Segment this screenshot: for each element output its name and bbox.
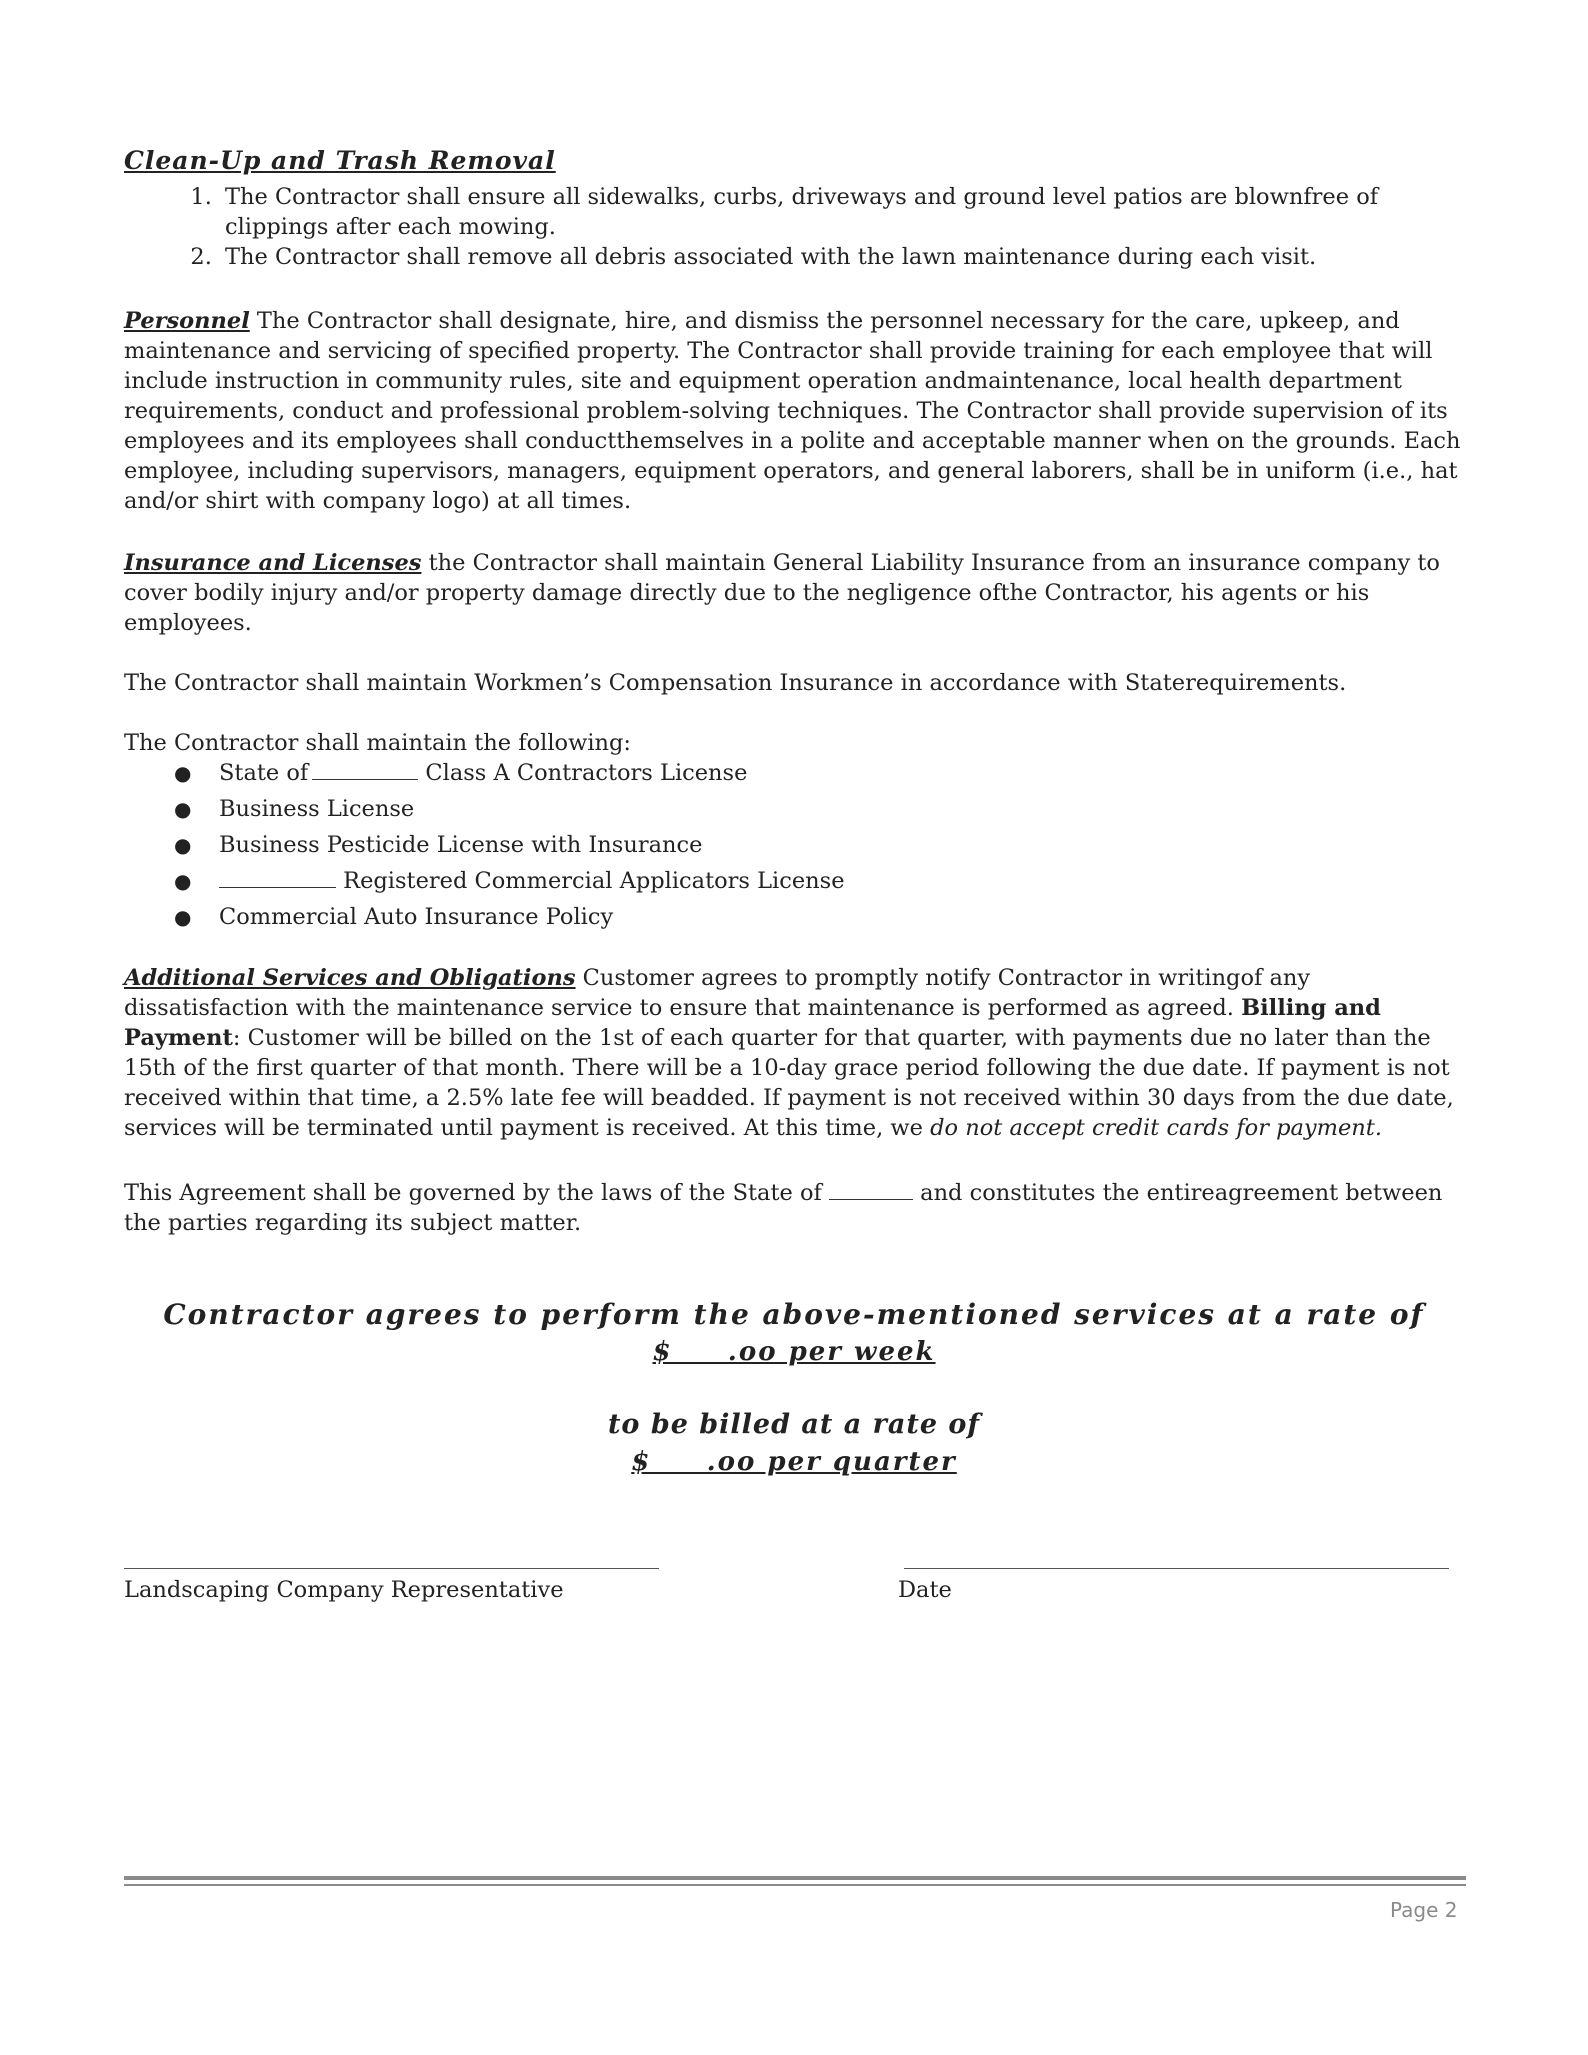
signature-label-representative: Landscaping Company Representative (124, 1577, 564, 1603)
rate-quarterly-text: $ .oo per quarter (631, 1447, 957, 1477)
governed-paragraph (124, 1178, 1464, 1238)
governed-text-before: This Agreement shall be governed by the laws of the State of (124, 1180, 829, 1206)
bullet-icon: ● (174, 797, 192, 821)
personnel-heading: Personnel (124, 308, 250, 334)
rate-line-3: to be billed at a rate of (607, 1409, 981, 1440)
list-item (174, 794, 1464, 824)
additional-body-2: : Customer will be billed on the 1st of each quarter for that quarter, with payments due no later than the 15th of the first quarter of that month. There will be a 10-day grace period following the due date. If payment is not received within that time, a 2.5% late fee will beadded. If payment is not received within 30 days from the due date, services will be terminated until payment is received. At this time, we (124, 1025, 1454, 1141)
bullet-icon: ● (174, 869, 192, 893)
signature-label-date: Date (898, 1577, 952, 1603)
additional-paragraph (124, 963, 1464, 1143)
additional-body-italic: do not accept credit cards for payment. (930, 1115, 1382, 1141)
page-number: Page 2 (1390, 1898, 1458, 1922)
cleanup-heading: Clean-Up and Trash Removal (124, 146, 556, 175)
blank-field[interactable] (829, 1181, 913, 1200)
workmen-paragraph: The Contractor shall maintain Workmen’s Compensation Insurance in accordance with Staterequirements. (124, 670, 1347, 696)
insurance-paragraph (124, 548, 1464, 638)
rate-weekly (124, 1334, 1464, 1370)
signature-line-date[interactable] (904, 1568, 1449, 1569)
footer-divider (124, 1884, 1466, 1886)
license-text: Business Pesticide License with Insurance (219, 832, 703, 858)
licenses-list (124, 758, 1464, 932)
license-text-before: State of (219, 760, 309, 786)
license-text: Commercial Auto Insurance Policy (219, 904, 614, 930)
list-item (174, 758, 1464, 788)
footer-divider (124, 1876, 1466, 1880)
insurance-body: the Contractor shall maintain General Liability Insurance from an insurance company to cover bodily injury and/or property damage directly due to the negligence ofthe Contractor, his agents or his employees. (124, 550, 1440, 636)
rate-block (124, 1296, 1464, 1480)
billing-heading: Billing and Payment (124, 995, 1381, 1051)
license-text-after: Registered Commercial Applicators License (336, 868, 845, 894)
rate-weekly-text: $ .oo per week (652, 1337, 936, 1367)
licenses-section (124, 728, 1464, 938)
signature-line-representative[interactable] (124, 1568, 659, 1569)
list-item (174, 902, 1464, 932)
license-text: Business License (219, 796, 415, 822)
blank-field[interactable] (219, 869, 336, 888)
list-item (174, 866, 1464, 896)
insurance-heading: Insurance and Licenses (124, 550, 422, 576)
bullet-icon: ● (174, 833, 192, 857)
cleanup-list (124, 182, 1464, 272)
list-item: 2. The Contractor shall remove all debris associated with the lawn maintenance during each visit. (219, 242, 1464, 272)
additional-body-1: Customer agrees to promptly notify Contractor in writingof any dissatisfaction with the maintenance service to ensure that maintenance is performed as agreed. (124, 965, 1311, 1021)
governed-text-after: and constitutes the entireagreement between the parties regarding its subject matter. (124, 1180, 1443, 1236)
bullet-icon: ● (174, 905, 192, 929)
list-item: 1. The Contractor shall ensure all sidewalks, curbs, driveways and ground level patios are blownfree of clippings after each mowing. (219, 182, 1464, 242)
rate-quarterly (124, 1444, 1464, 1480)
additional-heading: Additional Services and Obligations (124, 965, 576, 991)
personnel-body: The Contractor shall designate, hire, and dismiss the personnel necessary for the care, upkeep, and maintenance and servicing of specified property. The Contractor shall provide training for each employee that will include instruction in community rules, site and equipment operation andmaintenance, local health department requirements, conduct and professional problem-solving techniques. The Contractor shall provide supervision of its employees and its employees shall conductthemselves in a polite and acceptable manner when on the grounds. Each employee, including supervisors, managers, equipment operators, and general laborers, shall be in uniform (i.e., hat and/or shirt with company logo) at all times. (124, 308, 1461, 514)
licenses-intro: The Contractor shall maintain the following: (124, 730, 631, 756)
rate-line-1: Contractor agrees to perform the above-mentioned services at a rate of (163, 1298, 1425, 1331)
cleanup-section (124, 146, 1464, 272)
blank-field[interactable] (312, 761, 418, 780)
bullet-icon: ● (174, 761, 192, 785)
list-item (174, 830, 1464, 860)
license-text-after: Class A Contractors License (418, 760, 748, 786)
personnel-paragraph (124, 306, 1464, 516)
